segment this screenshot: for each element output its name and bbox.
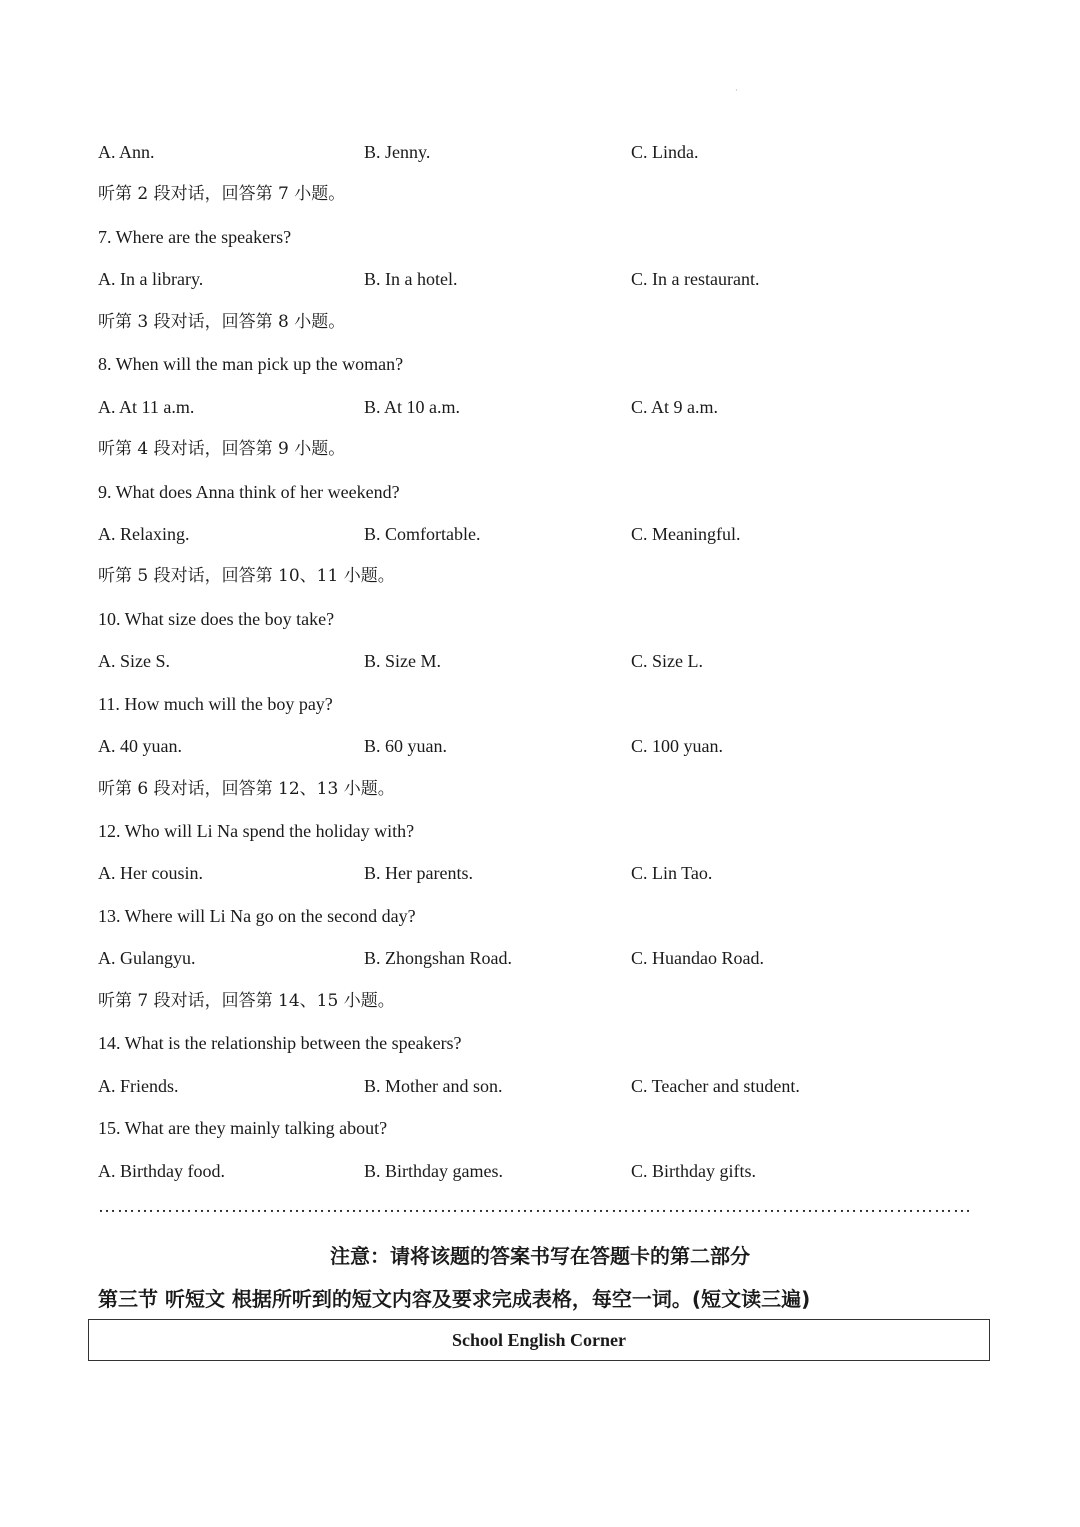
question-text: 15. What are they mainly talking about? xyxy=(98,1118,388,1139)
option-row xyxy=(98,1157,998,1199)
option-row xyxy=(98,265,998,307)
option-b: B. Zhongshan Road. xyxy=(364,948,512,969)
option-a: A. 40 yuan. xyxy=(98,736,182,757)
option-b: B. Comfortable. xyxy=(364,523,481,544)
answer-table xyxy=(88,1319,990,1361)
option-b: B. In a hotel. xyxy=(364,269,458,290)
option-c: C. Birthday gifts. xyxy=(631,1160,756,1181)
option-b: B. Her parents. xyxy=(364,863,473,884)
question-text: 8. When will the man pick up the woman? xyxy=(98,354,404,375)
option-a: A. Size S. xyxy=(98,651,170,672)
option-c: C. Linda. xyxy=(631,142,699,162)
option-b: B. Jenny. xyxy=(364,142,431,162)
question-text: 9. What does Anna think of her weekend? xyxy=(98,481,400,502)
option-c: C. At 9 a.m. xyxy=(631,396,719,417)
question-text: 13. Where will Li Na go on the second day? xyxy=(98,905,416,926)
option-c: C. Meaningful. xyxy=(631,523,741,544)
listening-instruction: 听第 4 段对话，回答第 9 小题。 xyxy=(98,439,346,460)
cut-line-divider: ………………………………………………………………………………………………………………………… xyxy=(98,1196,972,1216)
option-c: C. Huandao Road. xyxy=(631,948,764,969)
option-row xyxy=(98,520,998,562)
option-c: C. In a restaurant. xyxy=(631,269,760,290)
option-a: A. Relaxing. xyxy=(98,523,190,544)
listening-instruction: 听第 3 段对话，回答第 8 小题。 xyxy=(98,311,346,332)
top-mark: · xyxy=(735,86,738,95)
option-c: C. Teacher and student. xyxy=(631,1075,800,1096)
section-title: 第三节 听短文 根据所听到的短文内容及要求完成表格，每空一词。(短文读三遍) xyxy=(98,1287,811,1311)
option-a: A. At 11 a.m. xyxy=(98,396,195,417)
option-a: A. Gulangyu. xyxy=(98,948,196,969)
option-b: B. Mother and son. xyxy=(364,1075,503,1096)
option-row xyxy=(98,647,998,689)
option-row xyxy=(98,393,998,435)
question-text: 11. How much will the boy pay? xyxy=(98,693,333,714)
option-a: A. Friends. xyxy=(98,1075,179,1096)
option-c: C. Size L. xyxy=(631,651,703,672)
option-a: A. Her cousin. xyxy=(98,863,203,884)
option-c: C. 100 yuan. xyxy=(631,736,723,757)
listening-instruction: 听第 2 段对话，回答第 7 小题。 xyxy=(98,184,346,205)
option-row xyxy=(98,1072,998,1114)
notice-text: 注意：请将该题的答案书写在答题卡的第二部分 xyxy=(330,1244,750,1268)
option-b: B. 60 yuan. xyxy=(364,736,447,757)
question-text: 7. Where are the speakers? xyxy=(98,226,292,247)
option-row xyxy=(98,138,998,180)
option-c: C. Lin Tao. xyxy=(631,863,713,884)
question-list xyxy=(98,138,998,1199)
question-text: 10. What size does the boy take? xyxy=(98,608,335,629)
listening-instruction: 听第 6 段对话，回答第 12、13 小题。 xyxy=(98,778,395,799)
question-text: 14. What is the relationship between the speakers? xyxy=(98,1033,462,1054)
question-text: 12. Who will Li Na spend the holiday with? xyxy=(98,821,415,841)
listening-instruction: 听第 5 段对话，回答第 10、11 小题。 xyxy=(98,566,395,587)
option-b: B. Birthday games. xyxy=(364,1160,503,1181)
option-a: A. Birthday food. xyxy=(98,1160,225,1181)
option-row xyxy=(98,944,998,986)
option-a: A. Ann. xyxy=(98,142,155,162)
option-a: A. In a library. xyxy=(98,269,204,290)
table-title: School English Corner xyxy=(451,1329,627,1350)
option-row xyxy=(98,732,998,774)
option-row xyxy=(98,859,998,901)
listening-instruction: 听第 7 段对话，回答第 14、15 小题。 xyxy=(98,990,395,1011)
option-b: B. Size M. xyxy=(364,651,442,672)
option-b: B. At 10 a.m. xyxy=(364,396,461,417)
